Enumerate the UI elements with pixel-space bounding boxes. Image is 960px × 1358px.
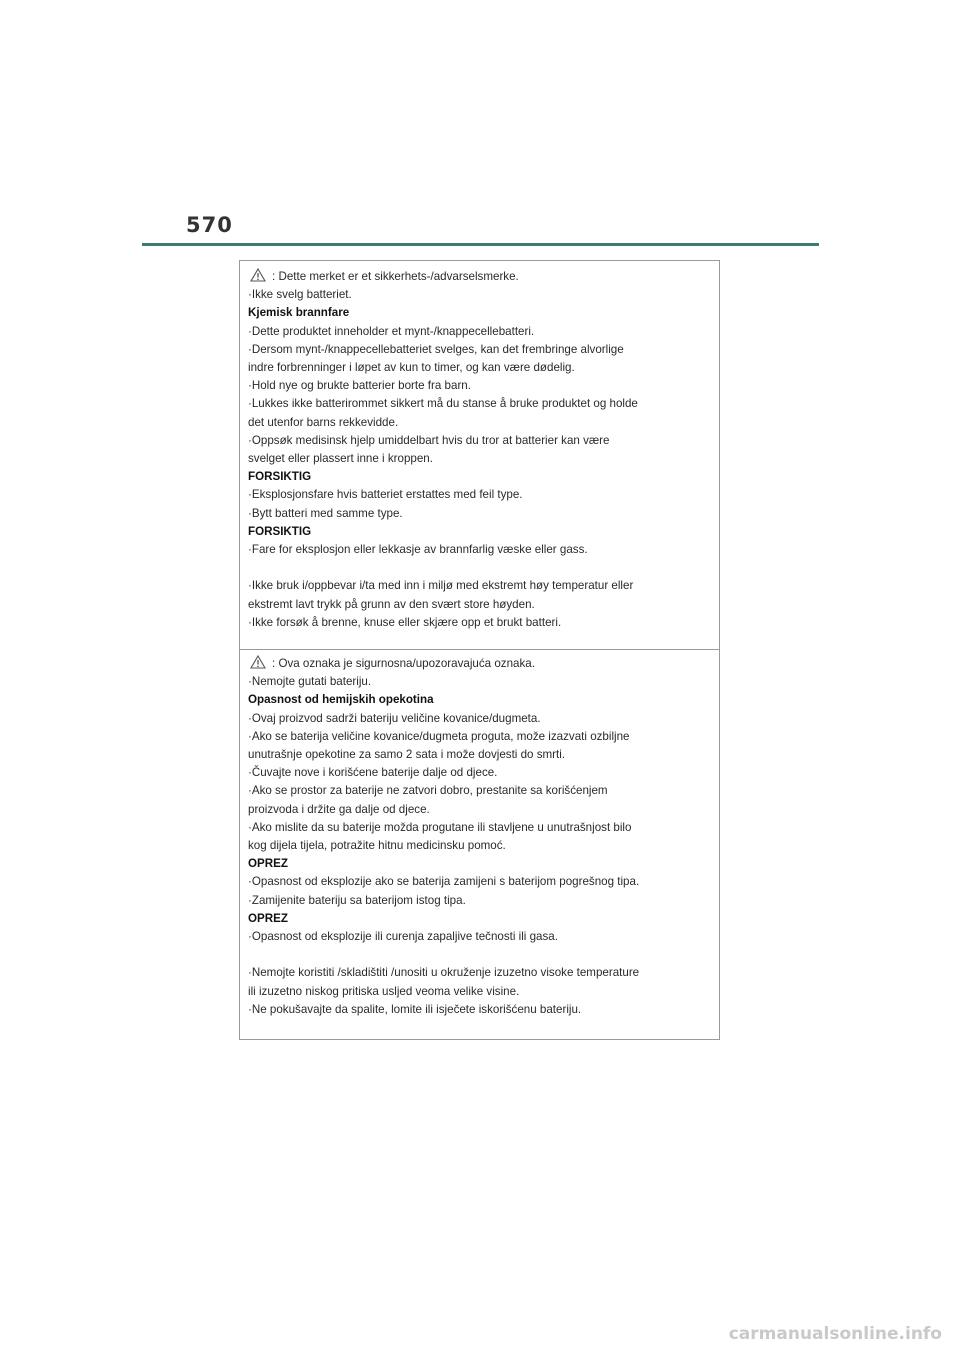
text-line: det utenfor barns rekkevidde.: [248, 415, 399, 429]
text-line: ·Ovaj proizvod sadrži bateriju veličine kovanice/dugmeta.: [248, 711, 541, 725]
text-line: ·Eksplosjonsfare hvis batteriet erstattes med feil type.: [248, 488, 523, 502]
text-line: ili izuzetno niskog pritiska usljed veoma velike visine.: [248, 984, 520, 998]
bosnian-lines: [248, 673, 712, 1019]
text-line: ·Zamijenite bateriju sa baterijom istog tipa.: [248, 893, 466, 907]
text-line: ·Nemojte koristiti /skladištiti /unositi u okruženje izuzetno visoke temperature: [248, 966, 640, 980]
text-line: ekstremt lavt trykk på grunn av den svært store høyden.: [248, 597, 535, 611]
section-heading: FORSIKTIG: [248, 470, 312, 484]
section-bosnian: [248, 655, 712, 1019]
section-heading: OPREZ: [248, 911, 288, 925]
text-line: ·Ikke bruk i/oppbevar i/ta med inn i miljø med ekstremt høy temperatur eller: [248, 579, 634, 593]
watermark: carmanualsonline.info: [728, 1324, 942, 1344]
text-line: ·Dersom mynt-/knappecellebatteriet svelges, kan det frembringe alvorlige: [248, 342, 624, 356]
text-line: svelget eller plassert inne i kroppen.: [248, 452, 433, 466]
text-line: ·Opasnost od eksplozije ili curenja zapaljive tečnosti ili gasa.: [248, 930, 558, 944]
text-line: ·Ne pokušavajte da spalite, lomite ili isječete iskorišćenu bateriju.: [248, 1002, 582, 1016]
text-line: ·Dette produktet inneholder et mynt-/knappecellebatteri.: [248, 324, 535, 338]
text-line: ·Ako se baterija veličine kovanice/dugmeta proguta, može izazvati ozbiljne: [248, 729, 630, 743]
text-line: ·Hold nye og brukte batterier borte fra barn.: [248, 379, 471, 393]
section-norwegian: [248, 268, 712, 632]
text-line: unutrašnje opekotine za samo 2 sata i može dovjesti do smrti.: [248, 748, 566, 762]
warning-triangle-icon: [250, 655, 266, 669]
spacer: [248, 559, 712, 577]
text-line: ·Ako se prostor za baterije ne zatvori dobro, prestanite sa korišćenjem: [248, 784, 608, 798]
text-line: proizvoda i držite ga dalje od djece.: [248, 802, 430, 816]
text-line: indre forbrenninger i løpet av kun to timer, og kan være dødelig.: [248, 361, 575, 375]
text-line: kog dijela tijela, potražite hitnu medicinsku pomoć.: [248, 839, 506, 853]
text-line: ·Bytt batteri med samme type.: [248, 506, 403, 520]
warning-triangle-icon: [250, 268, 266, 282]
symbol-note: : Ova oznaka je sigurnosna/upozoravajuća oznaka.: [272, 657, 535, 670]
section-heading: OPREZ: [248, 857, 288, 871]
text-line: ·Ikke svelg batteriet.: [248, 288, 352, 302]
text-line: ·Fare for eksplosjon eller lekkasje av brannfarlig væske eller gass.: [248, 543, 588, 557]
text-line: ·Nemojte gutati bateriju.: [248, 675, 372, 689]
header-rule: [142, 243, 819, 246]
page-number: 570: [186, 213, 233, 237]
symbol-note-line: [248, 268, 712, 286]
symbol-note: : Dette merket er et sikkerhets-/advarselsmerke.: [272, 270, 519, 283]
text-line: ·Čuvajte nove i korišćene baterije dalje od djece.: [248, 766, 498, 780]
section-heading: Kjemisk brannfare: [248, 306, 350, 320]
text-line: ·Oppsøk medisinsk hjelp umiddelbart hvis du tror at batterier kan være: [248, 433, 610, 447]
section-heading: Opasnost od hemijskih opekotina: [248, 693, 434, 707]
text-line: ·Opasnost od eksplozije ako se baterija zamijeni s baterijom pogrešnog tipa.: [248, 875, 640, 889]
text-line: ·Lukkes ikke batterirommet sikkert må du stanse å bruke produktet og holde: [248, 397, 638, 411]
symbol-note-line: [248, 655, 712, 673]
section-divider: [239, 649, 720, 650]
spacer: [248, 946, 712, 964]
norwegian-lines: [248, 286, 712, 632]
text-line: ·Ako mislite da su baterije možda progutane ili stavljene u unutrašnjost bilo: [248, 820, 632, 834]
text-line: ·Ikke forsøk å brenne, knuse eller skjære opp et brukt batteri.: [248, 615, 562, 629]
section-heading: FORSIKTIG: [248, 524, 312, 538]
